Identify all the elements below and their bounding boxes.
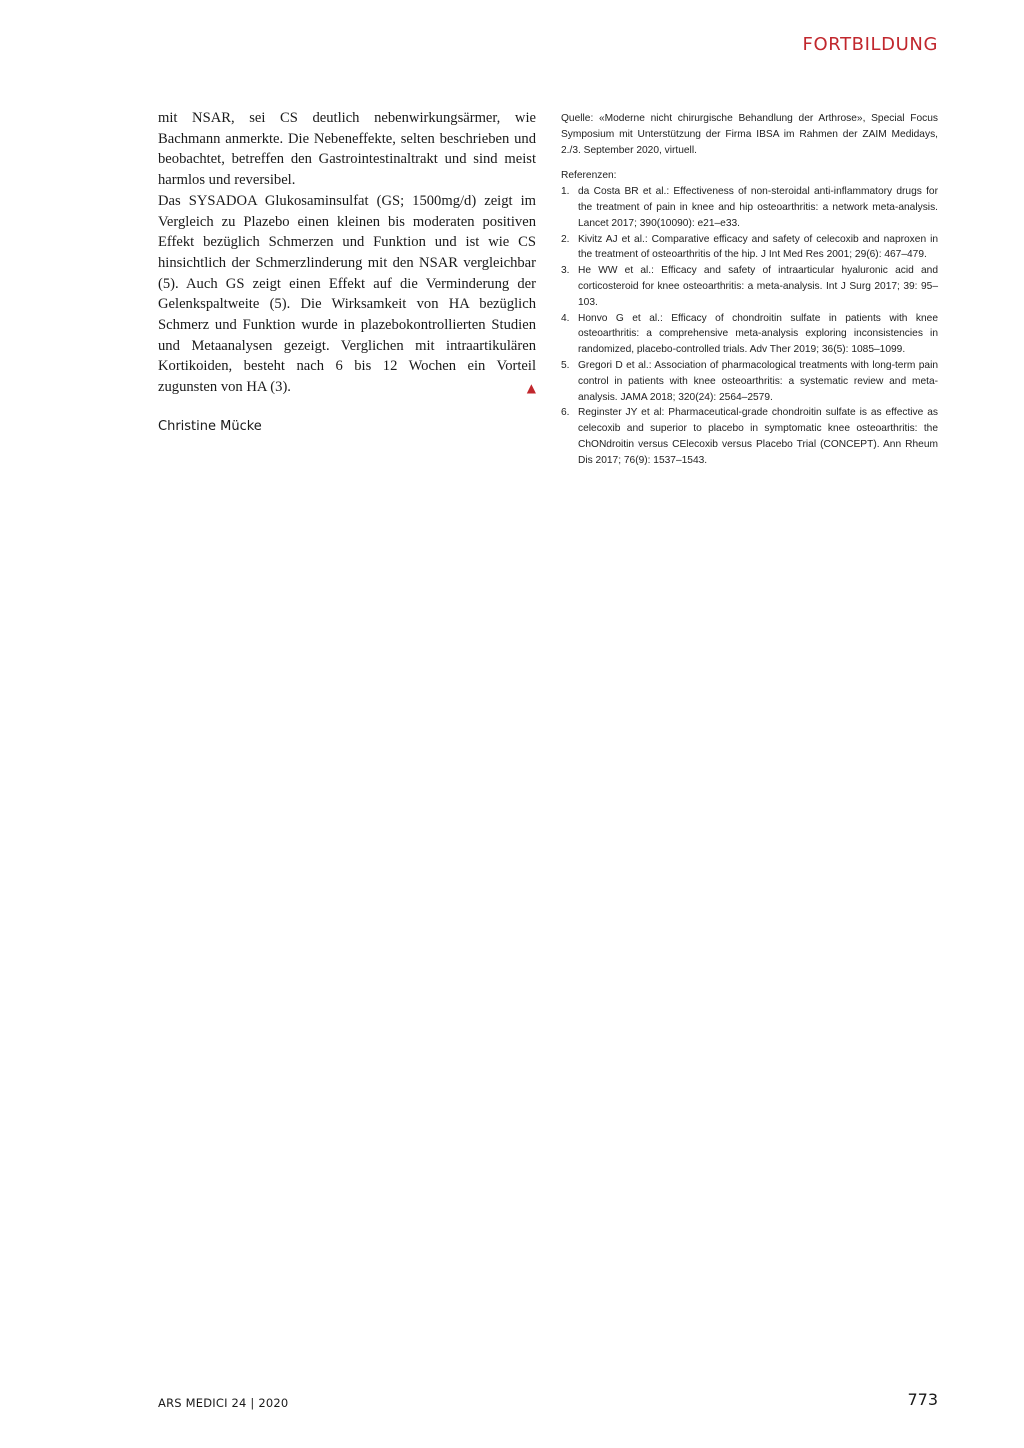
reference-number: 1. — [561, 186, 570, 198]
reference-list — [561, 184, 938, 468]
reference-number: 6. — [561, 407, 570, 419]
page-number: 773 — [907, 1390, 938, 1409]
reference-item — [561, 358, 938, 405]
references-heading: Referenzen: — [561, 170, 617, 182]
sidebar-references — [561, 111, 938, 469]
article-paragraph-2-text: Das SYSADOA Glukosaminsulfat (GS; 1500mg/d) zeigt im Vergleich zu Plazebo einen kleinen bis moderaten positiven Effekt bezüglich Schmerzen und Funktion und ist wie CS hinsichtlich der Schmerzlinderung mit den NSAR vergleichbar (5). Auch GS zeigt einen Effekt auf die Verminderung der Gelenkspaltweite (5). Die Wirksamkeit von HA bezüglich Schmerz und Funktion wurde in plazebokontrollierten Studien und Metaanalysen gezeigt. Verglichen mit intraartikulären Kortikoiden, besteht nach 6 bis 12 Wochen ein Vorteil zugunsten von HA (3). — [158, 192, 536, 396]
source-note: Quelle: «Moderne nicht chirurgische Behandlung der Arthrose», Special Focus Symposium mit Unterstützung der Firma IBSA im Rahmen der ZAIM Medidays, 2./3. September 2020, virtuell. — [561, 113, 938, 156]
reference-item — [561, 311, 938, 358]
reference-text: He WW et al.: Efficacy and safety of intraarticular hyaluronic acid and corticosteroid for knee osteoarthritis: a meta-analysis. Int J Surg 2017; 39: 95–103. — [578, 265, 938, 308]
footer-journal: ARS MEDICI 24 | 2020 — [158, 1396, 289, 1410]
author-name: Christine Mücke — [158, 419, 262, 434]
section-label: FORTBILDUNG — [802, 34, 938, 55]
reference-text: Gregori D et al.: Association of pharmacological treatments with long-term pain control in patients with knee osteoarthritis: a systematic review and meta-analysis. JAMA 2018; 320(24): 2564–2579. — [578, 359, 938, 403]
article-body — [158, 108, 536, 399]
reference-text: Honvo G et al.: Efficacy of chondroitin sulfate in patients with knee osteoarthritis: a comprehensive meta-analysis exploring inconsistencies in randomized, placebo-controlled trials. Adv Ther 2019; 36(5): 1085–1099. — [578, 312, 938, 356]
reference-item — [561, 232, 938, 264]
reference-item — [561, 263, 938, 310]
reference-number: 3. — [561, 265, 570, 277]
reference-item — [561, 184, 938, 231]
reference-text: Reginster JY et al: Pharmaceutical-grade chondroitin sulfate is as effective as celecoxib and superior to placebo in symptomatic knee osteoarthritis: the ChONdroitin versus CElecoxib versus Placebo Trial (CONCEPT). Ann Rheum Dis 2017; 76(9): 1537–1543. — [578, 407, 938, 466]
reference-number: 4. — [561, 312, 570, 324]
article-paragraph-2 — [158, 191, 536, 398]
reference-item — [561, 405, 938, 468]
reference-number: 2. — [561, 233, 570, 245]
reference-text: Kivitz AJ et al.: Comparative efficacy and safety of celecoxib and naproxen in the treatment of osteoarthritis of the hip. J Int Med Res 2001; 29(6): 467–479. — [578, 233, 938, 261]
end-of-article-triangle-icon: ▲ — [526, 381, 536, 396]
reference-number: 5. — [561, 359, 570, 371]
reference-text: da Costa BR et al.: Effectiveness of non-steroidal anti-inflammatory drugs for the treatment of pain in knee and hip osteoarthritis: a network meta-analysis. Lancet 2017; 390(10090): e21–e33. — [578, 186, 938, 229]
article-paragraph-1: mit NSAR, sei CS deutlich nebenwirkungsärmer, wie Bachmann anmerkte. Die Nebeneffekte, selten beschrieben und beobachtet, betreffen den Gastrointestinaltrakt und sind meist harmlos und reversibel. — [158, 110, 536, 189]
